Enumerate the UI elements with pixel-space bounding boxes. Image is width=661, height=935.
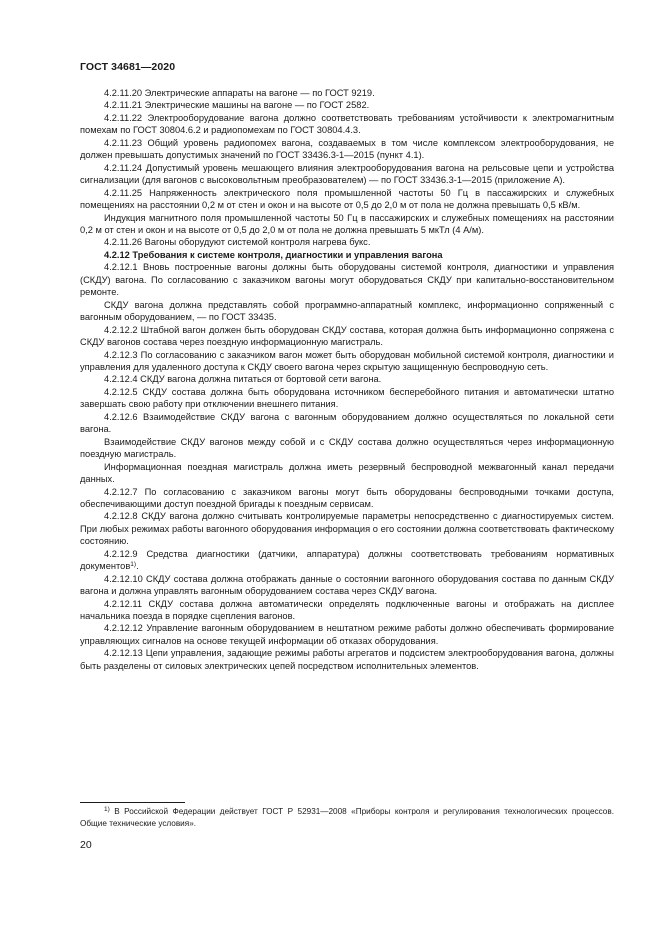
footnote-text: В Российской Федерации действует ГОСТ Р 52931—2008 «Приборы контроля и регулирования технологических процессов. Общие технические условия». <box>80 807 614 828</box>
paragraph: 4.2.11.24 Допустимый уровень мешающего влияния электрооборудования вагона на рельсовые цепи и устройства сигнализации (для вагонов с высоковольтным преобразователем) — по ГОСТ 33436.3-1—2015 (приложение А). <box>80 162 614 186</box>
paragraph: 4.2.12.8 СКДУ вагона должно считывать контролируемые параметры непосредственно с диагностируемых систем. При любых режимах работы вагонного оборудования информация о его состоянии должна соответствовать фактическому состоянию. <box>80 511 614 547</box>
paragraph: 4.2.11.20 Электрические аппараты на вагоне — по ГОСТ 9219. <box>104 88 375 98</box>
footnote-reference: 1) <box>130 561 137 569</box>
section-heading: 4.2.12 Требования к системе контроля, диагностики и управления вагона <box>104 249 443 260</box>
paragraph: СКДУ вагона должна представлять собой программно-аппаратный комплекс, информационно сопряженный с вагонным оборудованием, — по ГОСТ 33435. <box>80 299 614 323</box>
page-number: 20 <box>80 839 92 851</box>
document-header: ГОСТ 34681—2020 <box>80 61 176 73</box>
footnote-mark: 1) <box>104 806 110 813</box>
paragraph: Индукция магнитного поля промышленной частоты 50 Гц в пассажирских и служебных помещениях на расстоянии 0,2 м от стен и окон и на высоте от 0,5 до 2,0 м от пола не должна превышать 5 мкТл (4 А/м). <box>80 212 614 235</box>
paragraph: 4.2.11.25 Напряженность электрического поля промышленной частоты 50 Гц в пассажирских и служебных помещениях на расстоянии 0,2 м от стен и окон и на высоте от 0,5 до 2,0 м от пола не должна превышать 0,5 кВ/м. <box>80 187 614 211</box>
paragraph: 4.2.12.12 Управление вагонным оборудованием в нештатном режиме работы должно обеспечивать формирование управляющих сигналов на основе текущей информации об отказах оборудования. <box>80 623 614 646</box>
paragraph: Взаимодействие СКДУ вагонов между собой и с СКДУ состава должно осуществляться через информационную поездную магистраль. <box>80 436 614 460</box>
paragraph: 4.2.12.5 СКДУ состава должна быть оборудована источником бесперебойного питания и автоматически штатно завершать свою работу при отключении внешнего питания. <box>80 386 614 410</box>
paragraph-text: 4.2.12.9 Средства диагностики (датчики, аппаратура) должны соответствовать требованиям нормативных документов <box>80 548 614 572</box>
paragraph: 4.2.12.1 Вновь построенные вагоны должны быть оборудованы системой контроля, диагностики и управления (СКДУ) вагона. По согласованию с заказчиком вагоны могут оборудоваться СКДУ при капитально-восстановительном ремонте. <box>80 262 614 298</box>
paragraph: 4.2.12.3 По согласованию с заказчиком вагон может быть оборудован мобильной системой контроля, диагностики и управления для удаленного доступа к СКДУ своего вагона через скрытую защищенную беспроводную сеть. <box>80 349 614 372</box>
paragraph-with-footnote: 4.2.12.9 Средства диагностики (датчики, аппаратура) должны соответствовать требованиям нормативных документов$^{1)}$. <box>80 548 614 572</box>
paragraph: 4.2.11.22 Электрооборудование вагона должно соответствовать требованиям устойчивости к электромагнитным помехам по ГОСТ 30804.6.2 и радиопомехам по ГОСТ 30804.4.3. <box>80 112 614 136</box>
paragraph: 4.2.12.2 Штабной вагон должен быть оборудован СКДУ состава, которая должна быть информационно сопряжена с СКДУ вагонов состава через поездную информационную магистраль. <box>80 324 614 348</box>
paragraph: 4.2.12.13 Цепи управления, задающие режимы работы агрегатов и подсистем электрооборудования вагона, должны быть разделены от силовых электрических цепей посредством исполнительных элементов. <box>80 648 614 671</box>
paragraph: 4.2.12.7 По согласованию с заказчиком вагоны могут быть оборудованы беспроводными точками доступа, обеспечивающими доступ поездной бригады к поездным сервисам. <box>80 486 614 509</box>
paragraph: 4.2.12.10 СКДУ состава должна отображать данные о состоянии вагонного оборудования состава по данным СКДУ вагона и должна управлять вагонным оборудованием состава через СКДУ вагона. <box>80 573 614 597</box>
document-body <box>80 87 614 672</box>
paragraph: 4.2.11.23 Общий уровень радиопомех вагона, создаваемых в том числе комплексом электрооборудования, не должен превышать допустимых значений по ГОСТ 33436.3-1—2015 (пункт 4.1). <box>80 137 614 161</box>
footnote <box>80 806 614 830</box>
paragraph: 4.2.12.4 СКДУ вагона должна питаться от бортовой сети вагона. <box>104 374 382 385</box>
footnote-divider <box>80 802 185 803</box>
paragraph: 4.2.12.6 Взаимодействие СКДУ вагона с вагонным оборудованием должно осуществляться по локальной сети вагона. <box>80 411 614 435</box>
paragraph: 4.2.11.21 Электрические машины на вагоне — по ГОСТ 2582. <box>104 100 370 111</box>
paragraph: 4.2.12.11 СКДУ состава должна автоматически определять подключенные вагоны и отображать на дисплее начальника поезда в порядке сцепления вагонов. <box>80 598 614 622</box>
paragraph: Информационная поездная магистраль должна иметь резервный беспроводной межвагонный канал передачи данных. <box>80 461 614 485</box>
paragraph: 4.2.11.26 Вагоны оборудуют системой контроля нагрева букс. <box>104 237 371 248</box>
